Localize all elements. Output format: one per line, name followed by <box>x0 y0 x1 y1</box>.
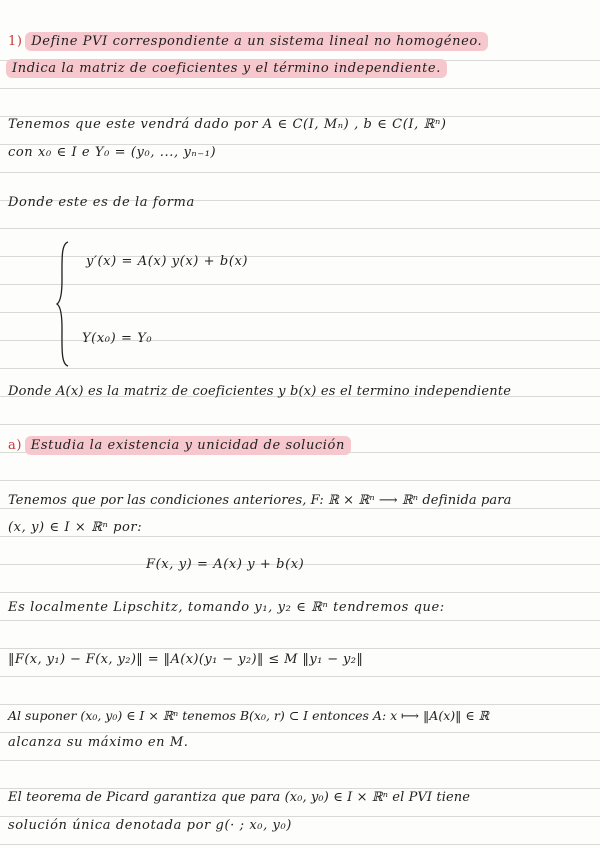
system-equation-2: Y(x₀) = Y₀ <box>82 331 153 346</box>
question-1-text-2: Indica la matriz de coeficientes y el término independiente. <box>6 59 447 78</box>
question-number: 1) <box>8 34 23 49</box>
paragraph-4-formula: F(x, y) = A(x) y + b(x) <box>146 557 305 572</box>
question-a-title: Estudia la existencia y unicidad de solución <box>25 436 351 455</box>
paragraph-2-line-1: Donde este es de la forma <box>8 195 195 210</box>
paragraph-6-line-1: Al suponer (x₀, y₀) ∈ I × ℝⁿ tenemos B(x₀, r) ⊂ I entonces A: x ⟼ ‖A(x)‖ ∈ ℝ <box>8 708 489 723</box>
paragraph-3-line-1: Donde A(x) es la matriz de coeficientes y b(x) es el termino independiente <box>8 384 512 399</box>
paragraph-1-line-1: Tenemos que este vendrá dado por A ∈ C(I, Mₙ) , b ∈ C(I, ℝⁿ) <box>8 117 447 132</box>
question-a-label: a) <box>8 438 23 453</box>
question-1-text-1: Define PVI correspondiente a un sistema lineal no homogéneo. <box>25 32 488 51</box>
paragraph-7-line-1: El teorema de Picard garantiza que para (x₀, y₀) ∈ I × ℝⁿ el PVI tiene <box>8 790 471 805</box>
paragraph-6-line-2: alcanza su máximo en M. <box>8 735 189 750</box>
paragraph-4-line-1: Tenemos que por las condiciones anteriores, F: ℝ × ℝⁿ ⟶ ℝⁿ definida para <box>8 493 512 508</box>
question-1-line-1 <box>8 34 488 50</box>
left-brace-icon <box>56 240 70 368</box>
question-1-line-2 <box>8 61 447 77</box>
system-equation-1: y′(x) = A(x) y(x) + b(x) <box>86 254 249 269</box>
paragraph-5-formula: ‖F(x, y₁) − F(x, y₂)‖ = ‖A(x)(y₁ − y₂)‖ ≤ M ‖y₁ − y₂‖ <box>8 652 364 667</box>
paragraph-1-line-2: con x₀ ∈ I e Y₀ = (y₀, ..., yₙ₋₁) <box>8 145 217 160</box>
paragraph-5-line-1: Es localmente Lipschitz, tomando y₁, y₂ ∈ ℝⁿ tendremos que: <box>8 600 445 615</box>
paragraph-4-line-2: (x, y) ∈ I × ℝⁿ por: <box>8 520 143 535</box>
question-a-line <box>8 438 351 454</box>
paragraph-7-line-2: solución única denotada por g(· ; x₀, y₀) <box>8 818 292 833</box>
